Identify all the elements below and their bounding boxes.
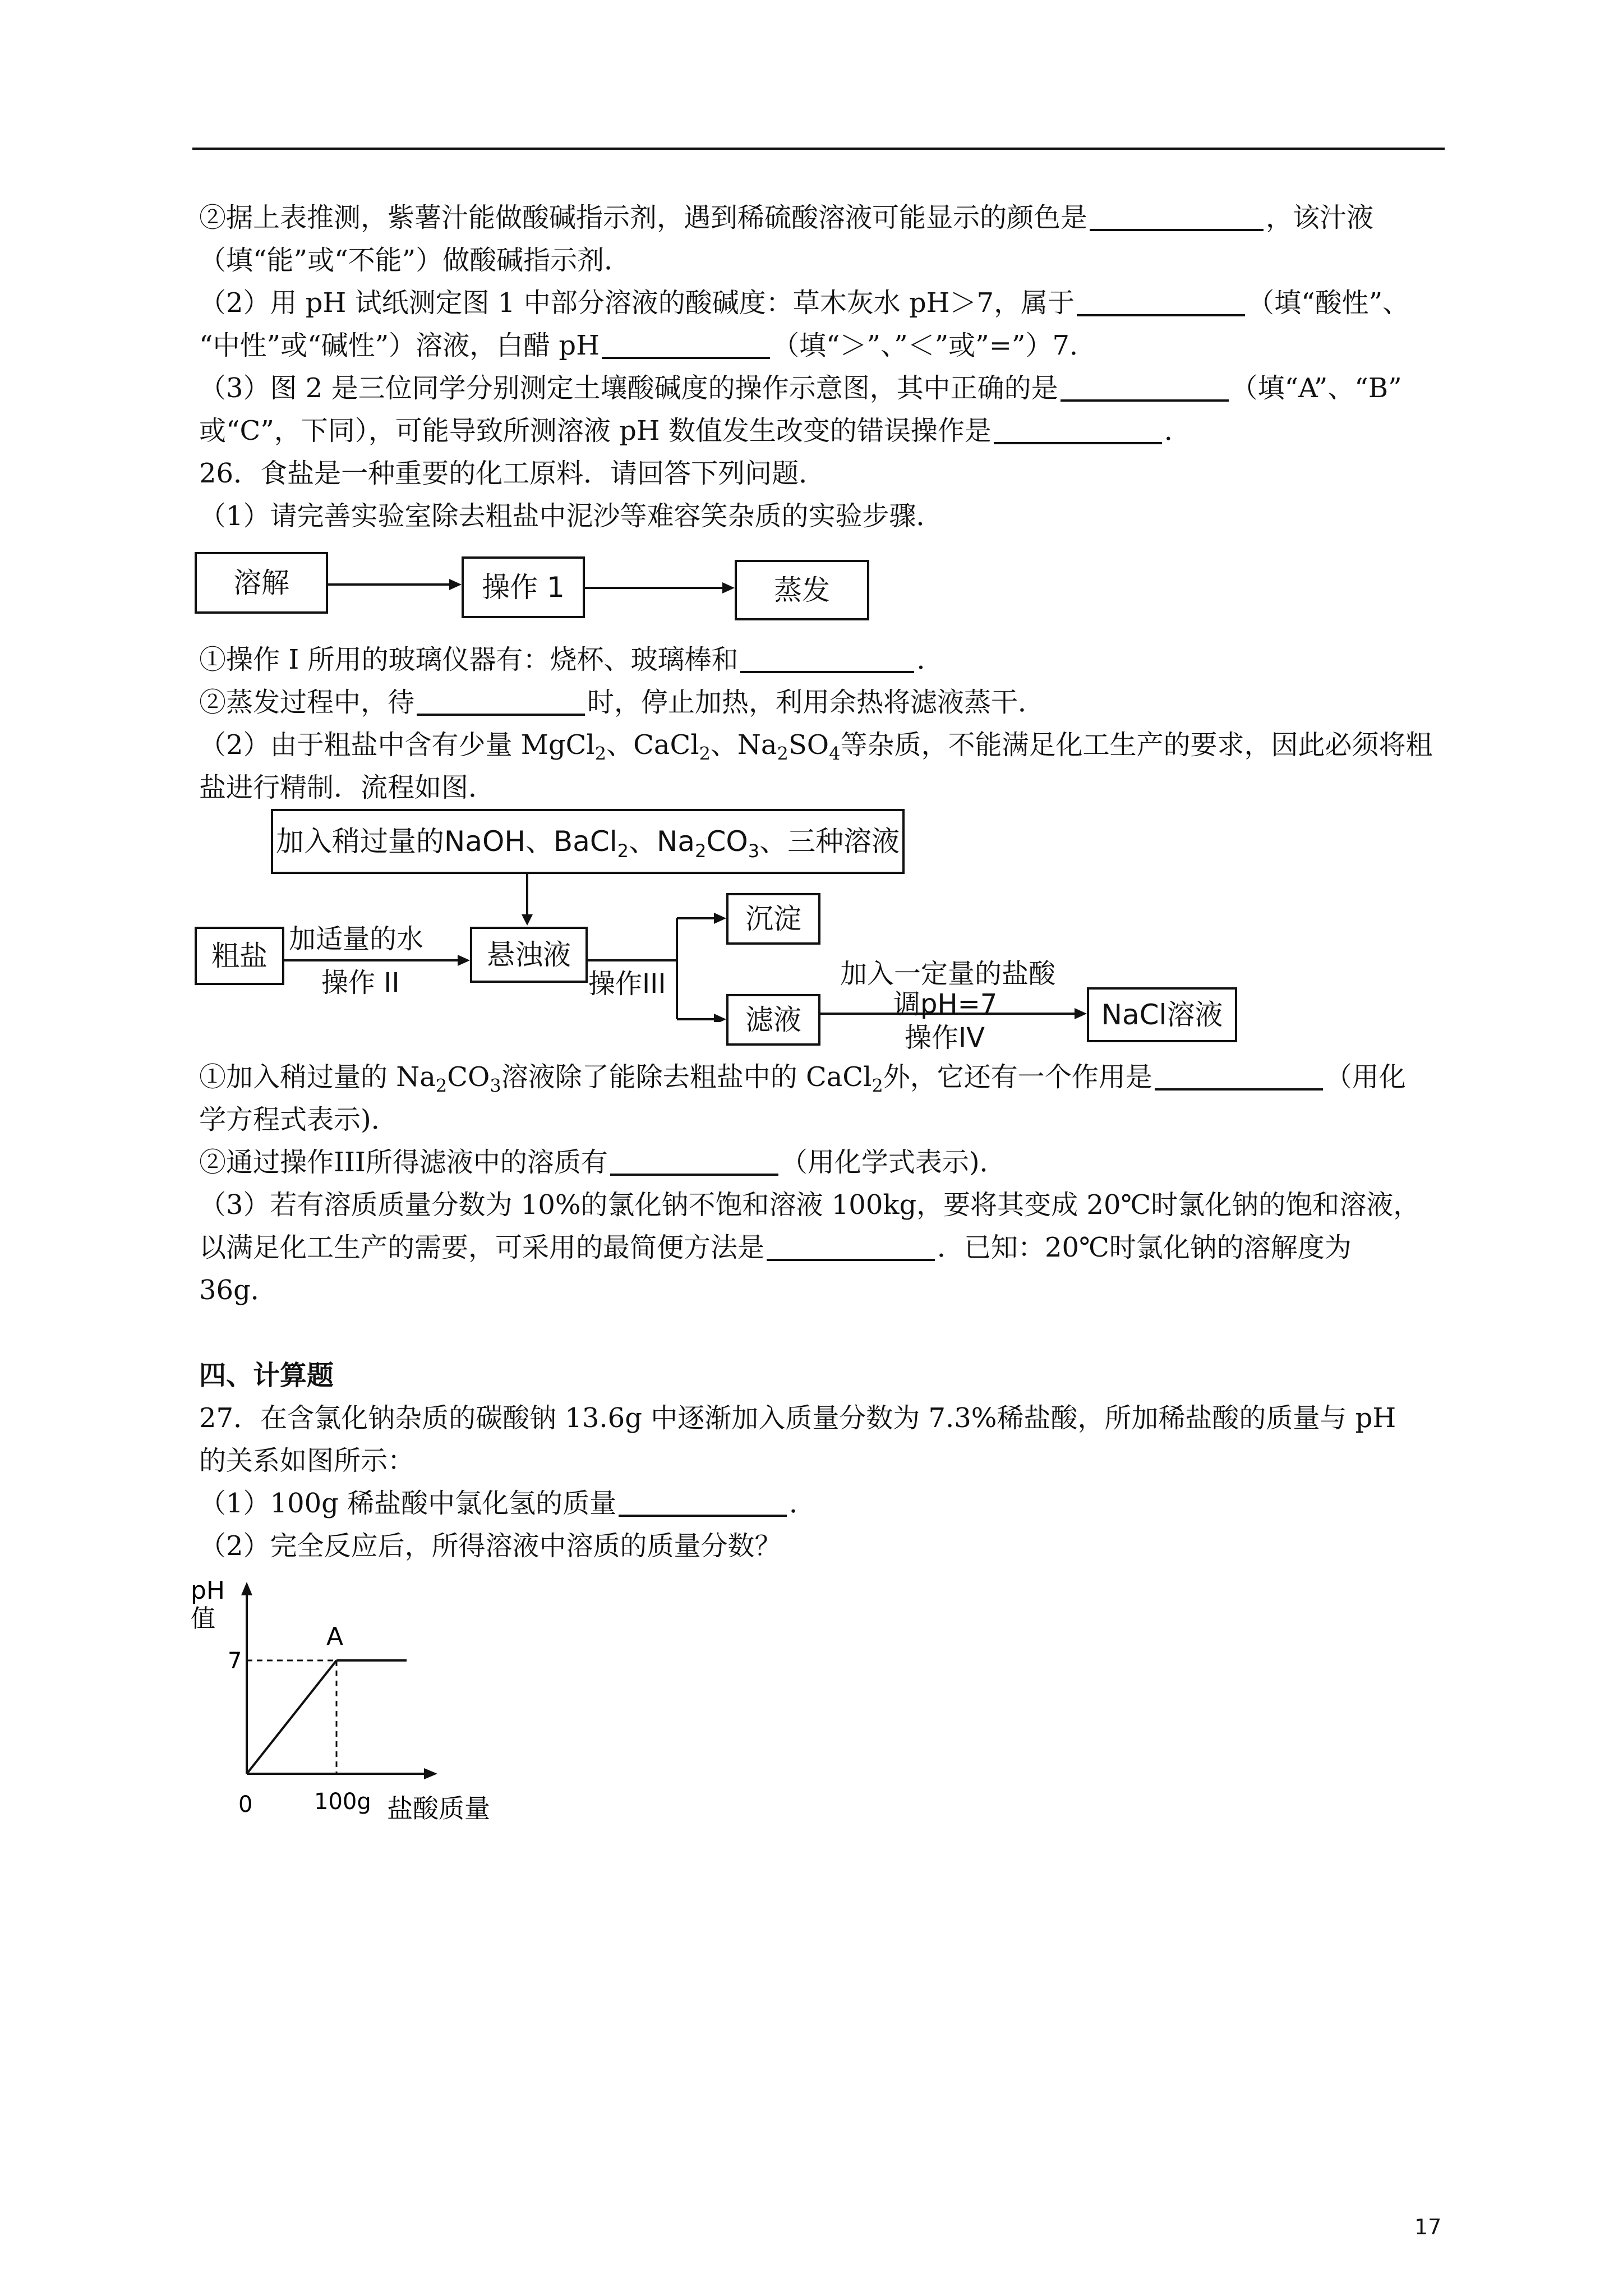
q26-part2-d: 学方程式表示)． <box>199 1104 398 1135</box>
header-rule <box>192 148 1445 150</box>
q27-line-1: 27．在含氯化钠杂质的碳酸钠 13.6g 中逐渐加入质量分数为 7.3%稀盐酸，所加稀盐酸的质量与 pH <box>199 1402 1396 1434</box>
q26-part3-c: 36g． <box>199 1274 278 1306</box>
q25-line-4: “中性”或“碱性”）溶液，白醋 pH （填“＞”、”＜”或”=”）7． <box>199 324 1450 367</box>
point-a-label: A <box>326 1622 344 1651</box>
answer-blank[interactable] <box>1061 370 1229 402</box>
flow2-operation4-label: 操作IV <box>905 1022 985 1053</box>
flow2-operation2-label: 操作 II <box>321 967 400 999</box>
q26-part3-a: （3）若有溶质质量分数为 10%的氯化钠不饱和溶液 100kg，要将其变成 20℃时氯化钠的饱和溶液， <box>199 1189 1421 1221</box>
q26-intro: 26．食盐是一种重要的化工原料．请回答下列问题． <box>199 458 826 489</box>
ph-graph <box>179 1559 538 1831</box>
flow2-nacl-solution-box: NaCl溶液 <box>1087 987 1237 1042</box>
answer-blank[interactable] <box>619 1485 787 1517</box>
page-content <box>199 196 1450 1567</box>
q26-part1-b: ②蒸发过程中，待 时，停止加热，利用余热将滤液蒸干． <box>199 681 1450 724</box>
q25-line-5: （3）图 2 是三位同学分别测定土壤酸碱度的操作示意图，其中正确的是 （填“A”、“B” <box>199 367 1450 409</box>
q26-part3-b: 以满足化工生产的需要，可采用的最简便方法是 ．已知：20℃时氯化钠的溶解度为 <box>199 1226 1450 1269</box>
answer-blank[interactable] <box>1090 200 1264 231</box>
section-heading: 四、计算题 <box>199 1360 334 1391</box>
q25-line-6: 或“C”，下同），可能导致所测溶液 pH 数值发生改变的错误操作是 ． <box>199 409 1450 452</box>
q26-part2-a: （2）由于粗盐中含有少量 MgCl$_2$、CaCl$_2$、$Na_2SO_4$等杂质，不能满足化工生产的要求，因此必须将粗 <box>199 729 1433 765</box>
answer-blank[interactable] <box>610 1144 778 1176</box>
q25-line-1: ②据上表推测，紫薯汁能做酸碱指示剂，遇到稀硫酸溶液可能显示的颜色是 ，该汁液 <box>199 196 1450 239</box>
q26-part2-c: ①加入稍过量的 $Na_2CO_3$溶液除了能除去粗盐中的 CaCl$_2$外，它还有一个作用是 （用化 <box>199 1056 1450 1098</box>
flow1-operation1-box: 操作 1 <box>462 556 585 618</box>
q26-part2-b: 盐进行精制．流程如图． <box>199 772 496 803</box>
origin-label: 0 <box>238 1792 253 1818</box>
flow2-reagents-box: 加入稍过量的NaOH、BaCl$_2$、$Na_2CO_3$、三种溶液 <box>271 809 905 874</box>
ph-graph-svg <box>179 1559 538 1829</box>
q27-part1: （1）100g 稀盐酸中氯化氢的质量 ． <box>199 1482 1450 1525</box>
x-axis-label: 盐酸质量 <box>387 1793 490 1824</box>
flow2-adjust-ph-label: 调pH=7 <box>893 988 998 1020</box>
flow1-arrows <box>199 537 872 638</box>
flow2-filtrate-box: 滤液 <box>726 994 820 1046</box>
flow1-dissolve-box: 溶解 <box>195 552 328 614</box>
answer-blank[interactable] <box>1077 285 1245 316</box>
answer-blank[interactable] <box>767 1230 935 1261</box>
answer-blank[interactable] <box>740 642 914 673</box>
flow2-crude-salt-box: 粗盐 <box>195 927 284 985</box>
q26-part1: （1）请完善实验室除去粗盐中泥沙等难容笑杂质的实验步骤． <box>199 500 943 532</box>
y-axis-label-ph: pH <box>191 1576 225 1605</box>
flow-diagram-2 <box>199 809 1450 1053</box>
answer-blank[interactable] <box>602 328 770 359</box>
x-tick-100g: 100g <box>314 1789 371 1815</box>
q26-part1-a: ①操作 I 所用的玻璃仪器有：烧杯、玻璃棒和 ． <box>199 638 1450 681</box>
answer-blank[interactable] <box>1155 1059 1323 1091</box>
q25-line-2: （填“能”或“不能”）做酸碱指示剂． <box>199 245 631 276</box>
q27-part2: （2）完全反应后，所得溶液中溶质的质量分数？ <box>199 1530 782 1562</box>
flow2-operation3-label: 操作III <box>588 968 666 1000</box>
q26-part2-e: ②通过操作III所得滤液中的溶质有 （用化学式表示)． <box>199 1141 1450 1184</box>
q27-line-2: 的关系如图所示： <box>199 1445 415 1476</box>
answer-blank[interactable] <box>417 684 585 716</box>
flow-diagram-1 <box>199 537 1450 638</box>
answer-blank[interactable] <box>994 413 1162 444</box>
y-axis-label-value: 值 <box>191 1604 215 1633</box>
flow2-precipitate-box: 沉淀 <box>726 893 820 945</box>
flow2-suspension-box: 悬浊液 <box>470 927 588 983</box>
flow2-add-water-label: 加适量的水 <box>289 923 424 955</box>
q25-line-3: （2）用 pH 试纸测定图 1 中部分溶液的酸碱度：草木灰水 pH＞7，属于 （填“酸性”、 <box>199 282 1450 324</box>
flow2-add-acid-label: 加入一定量的盐酸 <box>840 958 1056 990</box>
y-tick-7: 7 <box>228 1648 242 1674</box>
flow1-evaporate-box: 蒸发 <box>735 560 869 620</box>
page-number: 17 <box>1414 2215 1442 2239</box>
